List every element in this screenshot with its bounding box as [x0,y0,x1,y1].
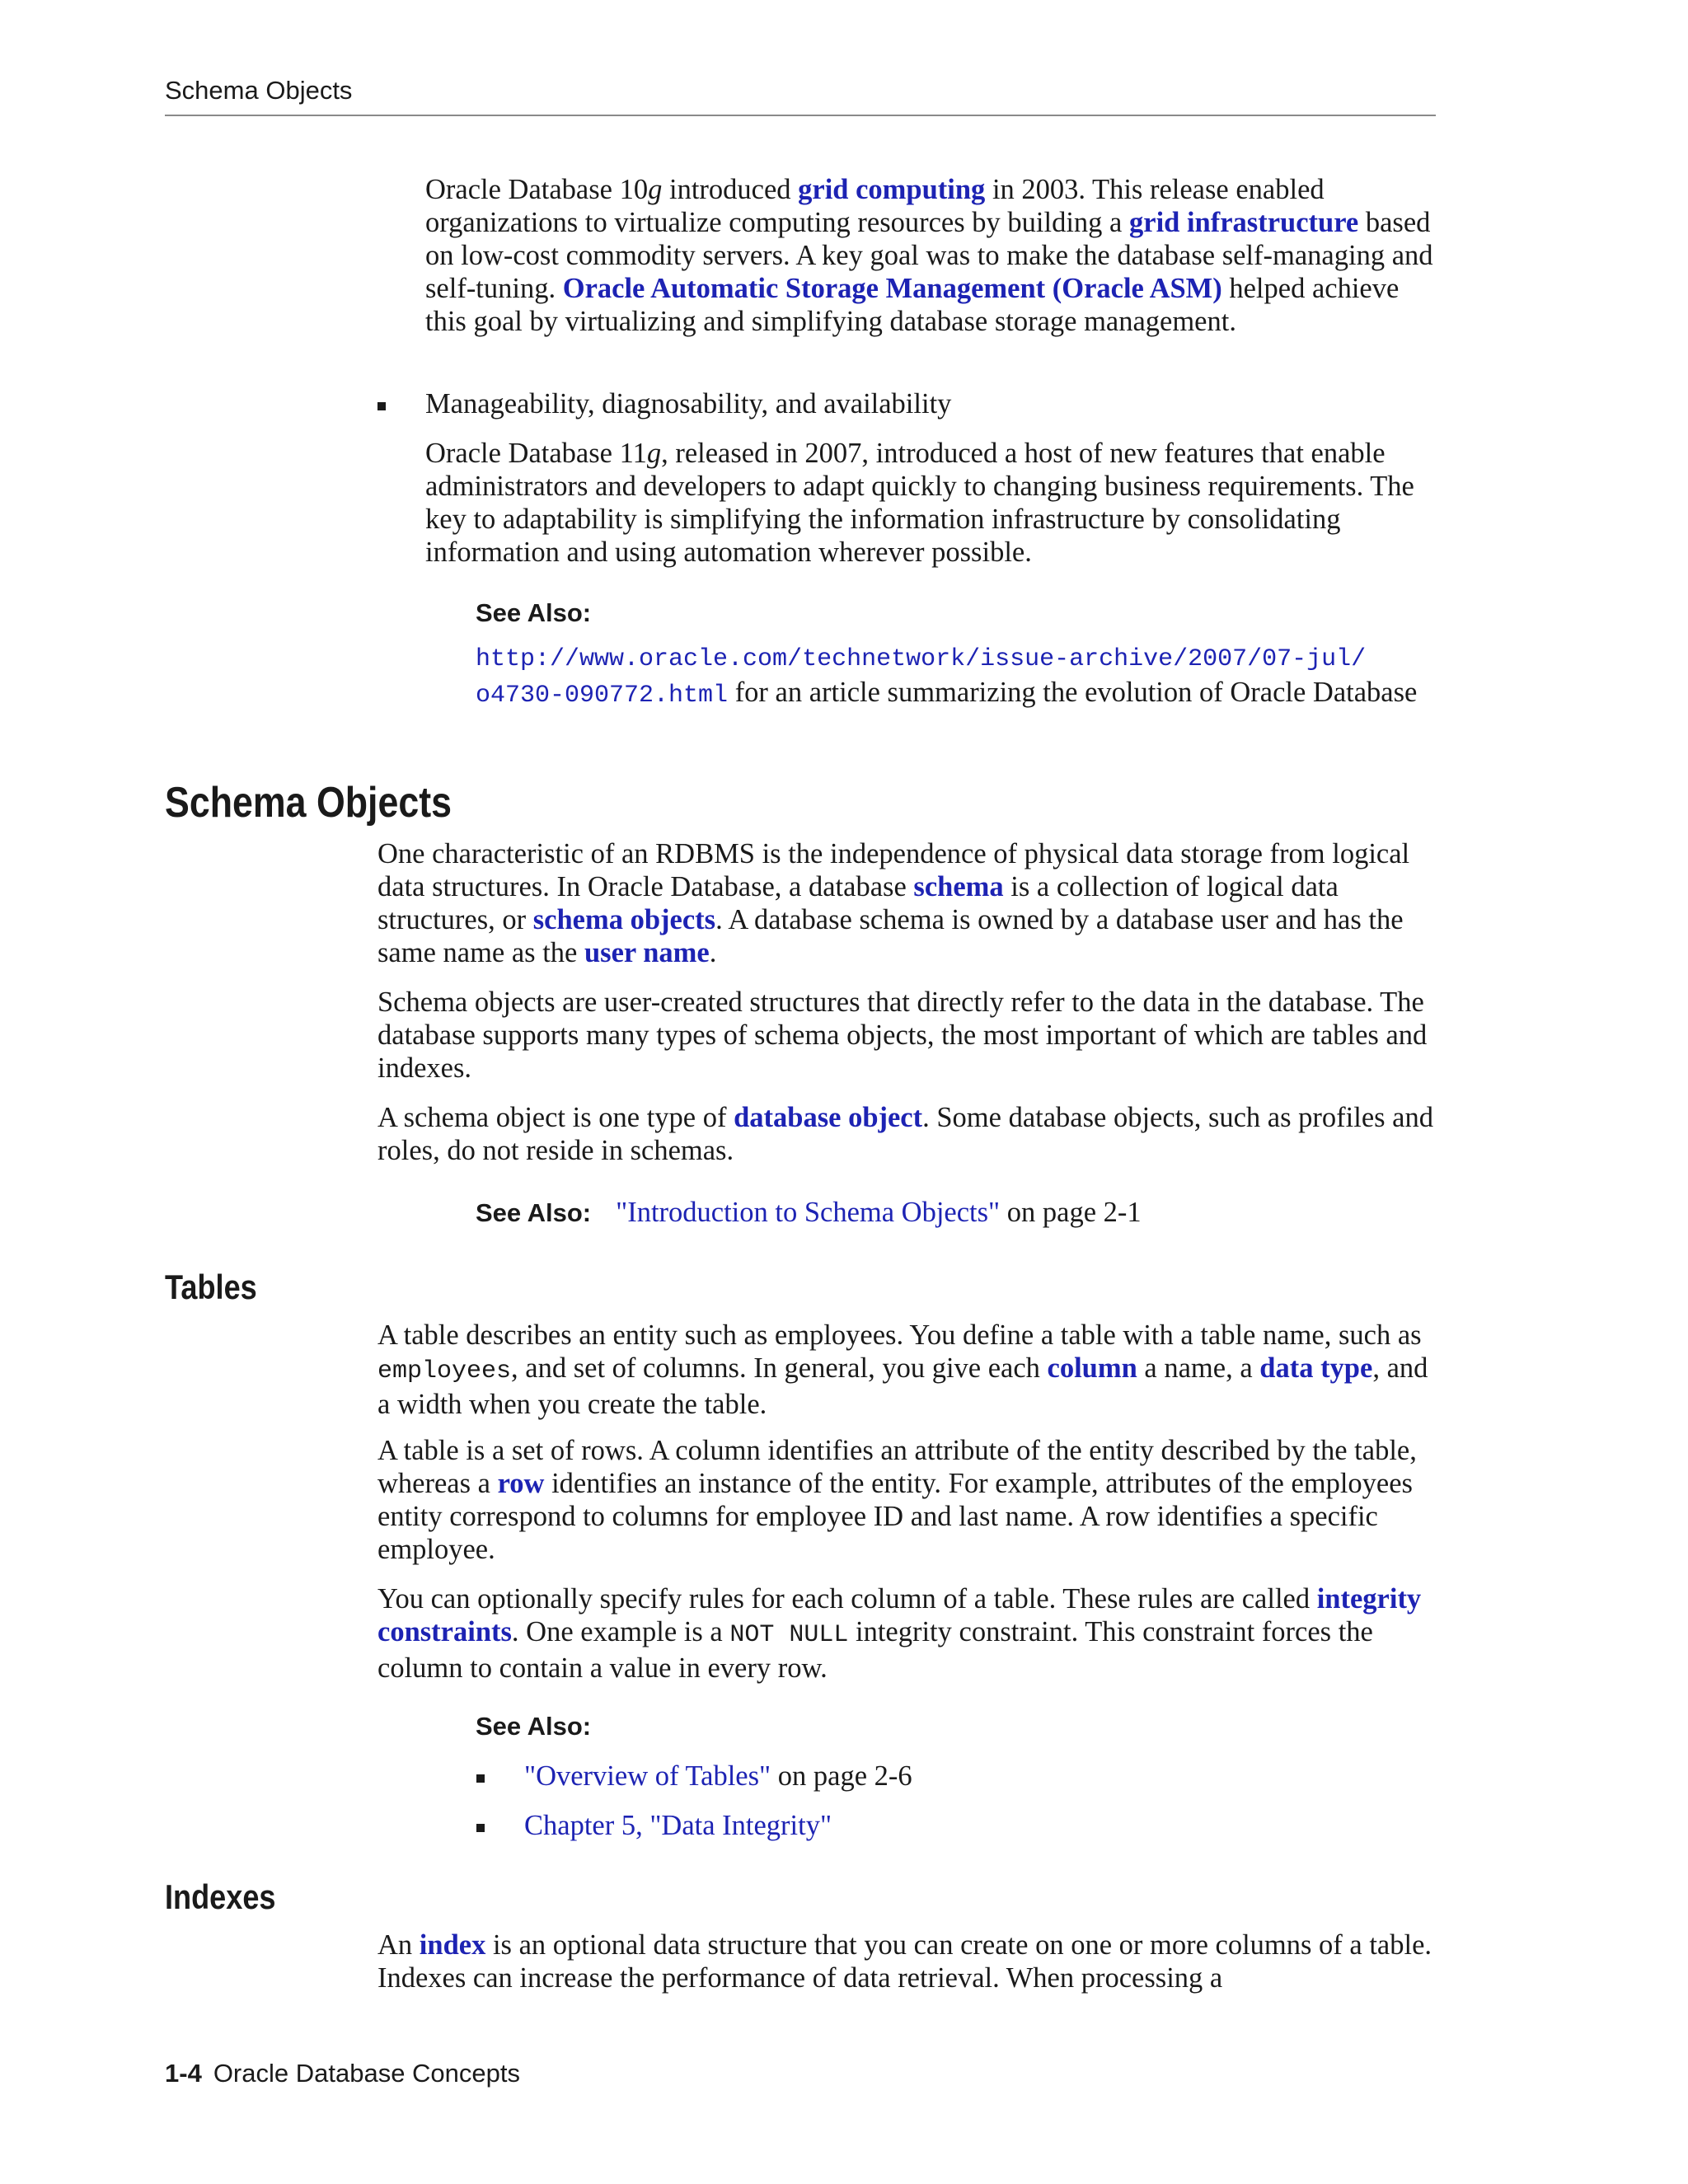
indexes-paragraph-1 [377,1929,1441,1994]
see-also-label: See Also: [476,1712,592,1741]
see-also-item-data-integrity [524,1809,832,1842]
text-run: based on low-cost commodity servers. A key goal was to make the database self-managing and self-tuning. [425,207,1433,304]
link-introduction-to-schema-objects[interactable]: "Introduction to Schema Objects" [616,1197,1001,1228]
text-run: , released in 2007, introduced a host of new features that enable administrators and developers to adapt quickly to changing business requirements. The key to adaptability is simplifying the information infrastructure by consolidating information and using automation wherever possible. [425,438,1414,568]
bullet-marker [476,1824,485,1832]
text-run: , and a width when you create the table. [377,1352,1428,1420]
page-footer [165,2059,520,2088]
running-header: Schema Objects [165,76,353,105]
bullet-marker [377,402,386,410]
text-run: Oracle Database 11 [425,438,647,469]
text-run: for an article summarizing the evolution of Oracle Database [728,677,1418,708]
text-run: . Some database objects, such as profiles and roles, do not reside in schemas. [377,1102,1433,1166]
page-number: 1-4 [165,2059,202,2088]
text-run: A table describes an entity such as employees. You define a table with a table name, such as [377,1319,1422,1351]
intro-paragraph-grid [425,173,1441,338]
schema-objects-paragraph-2: Schema objects are user-created structures that directly refer to the data in the database. The database supports many types of schema objects, the most important of which are tables and indexes. [377,987,1428,1084]
link-schema-objects[interactable]: schema objects [532,904,716,935]
link-overview-of-tables[interactable]: "Overview of Tables" [524,1760,771,1792]
see-also-label: See Also: [476,598,592,627]
see-also-label: See Also: [476,1198,592,1227]
see-also-schema-objects [476,1196,1142,1229]
link-data-type[interactable]: data type [1259,1352,1373,1384]
see-also-item-overview-of-tables [524,1760,912,1793]
text-run: You can optionally specify rules for each column of a table. These rules are called [377,1583,1317,1615]
link-schema[interactable]: schema [913,871,1004,902]
text-run-italic: g [646,438,662,469]
link-row[interactable]: row [497,1468,545,1499]
text-run: . A database schema is owned by a database user and has the same name as the [377,904,1404,968]
text-run: is a collection of logical data structures, or [377,871,1339,935]
link-user-name[interactable]: user name [584,937,710,968]
text-run: . [709,937,717,968]
text-run: identifies an instance of the entity. For example, attributes of the employees entity correspond to columns for employee ID and last name. A row identifies a specific employee. [377,1468,1413,1565]
text-run: in 2003. This release enabled organizations to virtualize computing resources by building a [425,174,1325,238]
link-integrity-constraints[interactable]: integrity constraints [377,1583,1422,1647]
link-article-url-line1[interactable]: http://www.oracle.com/technetwork/issue-archive/2007/07-jul/ [476,645,1367,673]
code-employees: employees [377,1357,512,1385]
text-run: integrity constraint. This constraint forces the column to contain a value in every row. [377,1616,1373,1684]
text-run: . One example is a [511,1616,730,1647]
text-run: A table is a set of rows. A column identifies an attribute of the entity described by the table, whereas a [377,1435,1417,1499]
text-run: a name, a [1137,1352,1260,1384]
link-database-object[interactable]: database object [734,1102,923,1133]
text-run-italic: g [648,174,663,205]
header-rule [165,115,1436,116]
text-run: An [377,1929,420,1961]
link-article-url-line2[interactable]: o4730-090772.html [476,682,729,710]
section-heading-schema-objects: Schema Objects [165,779,452,827]
link-index[interactable]: index [419,1929,486,1961]
link-oracle-asm[interactable]: Oracle Automatic Storage Management (Oracle ASM) [562,273,1222,304]
text-run: , and set of columns. In general, you give each [511,1352,1048,1384]
schema-objects-paragraph-3 [377,1101,1441,1167]
code-not-null: NOT NULL [729,1621,849,1649]
text-run: introduced [662,174,799,205]
tables-paragraph-3 [377,1582,1441,1685]
section-heading-tables: Tables [165,1268,257,1306]
link-grid-computing[interactable]: grid computing [798,174,986,205]
text-run: A schema object is one type of [377,1102,734,1133]
link-column[interactable]: column [1047,1352,1137,1384]
schema-objects-paragraph-1 [377,837,1441,969]
tables-paragraph-1 [377,1319,1441,1421]
bullet-item-manageability: Manageability, diagnosability, and availability [425,388,952,419]
see-also-evolution [476,640,1423,712]
book-title: Oracle Database Concepts [213,2059,521,2088]
bullet-marker [476,1774,485,1783]
text-run: One characteristic of an RDBMS is the independence of physical data storage from logical data structures. In Oracle Database, a database [377,838,1410,902]
text-run: helped achieve this goal by virtualizing and simplifying database storage management. [425,273,1400,337]
text-run: on page 2-1 [1000,1197,1142,1228]
tables-paragraph-2 [377,1434,1441,1566]
text-run: is an optional data structure that you can create on one or more columns of a table. Indexes can increase the performance of data retrieval. When processing a [377,1929,1432,1994]
text-run: Oracle Database 10 [425,174,649,205]
section-heading-indexes: Indexes [165,1877,276,1916]
text-run: on page 2-6 [771,1760,912,1792]
link-grid-infrastructure[interactable]: grid infrastructure [1129,207,1359,238]
link-chapter-5-data-integrity[interactable]: Chapter 5, "Data Integrity" [524,1810,832,1841]
intro-paragraph-11g [425,437,1441,569]
